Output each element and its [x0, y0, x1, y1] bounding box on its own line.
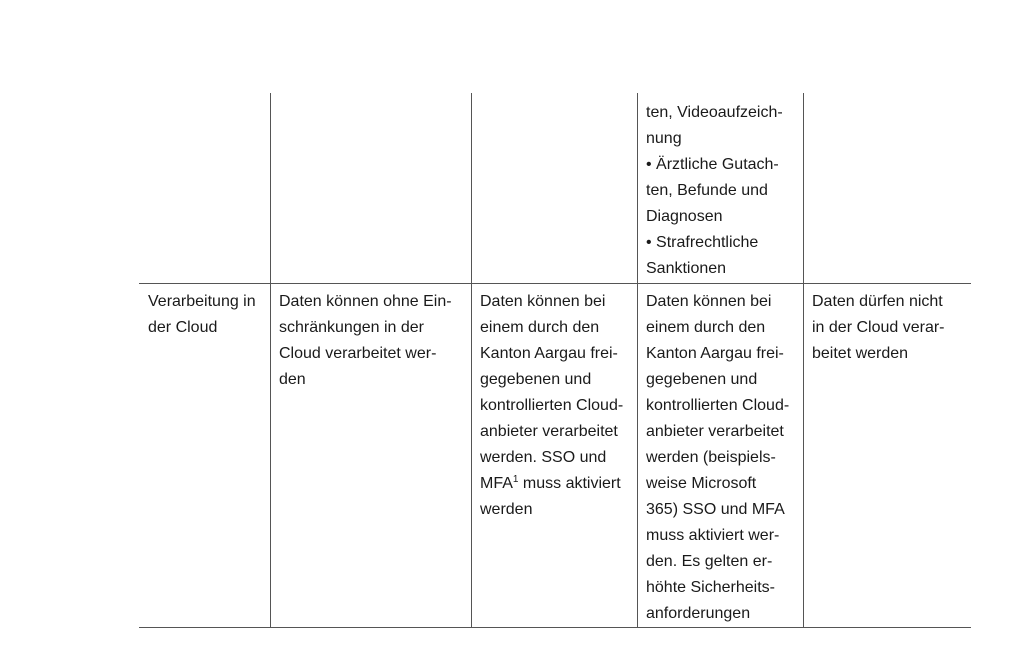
- column-divider-3: [637, 93, 638, 628]
- text-line: der Cloud: [148, 319, 218, 336]
- text-line: einem durch den: [646, 319, 766, 336]
- text-line: ten, Videoaufzeich-: [646, 104, 783, 121]
- text-line: Sanktionen: [646, 260, 727, 277]
- text-line: 365) SSO und MFA: [646, 501, 785, 518]
- text-line: Verarbeitung in: [148, 293, 256, 310]
- row-label-cell: [148, 289, 256, 341]
- text-line: Daten können bei: [480, 293, 606, 310]
- text-line: in der Cloud verar-: [812, 319, 945, 336]
- text-line: anbieter verarbeitet: [646, 423, 784, 440]
- text-line: muss aktiviert wer-: [646, 527, 780, 544]
- column-divider-4: [803, 93, 804, 628]
- cloud-row-col4-cell: [646, 289, 789, 627]
- column-divider-2: [471, 93, 472, 628]
- cloud-row-col5-cell: [812, 289, 945, 367]
- text-line: Daten können ohne Ein-: [279, 293, 452, 310]
- text-line: Daten dürfen nicht: [812, 293, 943, 310]
- text-line: • Strafrechtliche: [646, 234, 759, 251]
- text-line: höhte Sicherheits-: [646, 579, 775, 596]
- text-fragment: muss aktiviert: [518, 475, 621, 492]
- text-line: kontrollierten Cloud-: [646, 397, 790, 414]
- text-line-with-footnote: [480, 471, 623, 497]
- text-line: weise Microsoft: [646, 475, 757, 492]
- text-line: den: [279, 371, 306, 388]
- text-line: Cloud verarbeitet wer-: [279, 345, 437, 362]
- text-line: anbieter verarbeitet: [480, 423, 618, 440]
- text-line: • Ärztliche Gutach-: [646, 156, 779, 173]
- text-line: werden: [480, 501, 533, 518]
- column-divider-1: [270, 93, 271, 628]
- text-line: werden. SSO und: [480, 449, 607, 466]
- cloud-row-col2-cell: [279, 289, 452, 393]
- top-row-col4-cell: [646, 100, 783, 282]
- row-divider: [139, 283, 971, 284]
- text-line: Kanton Aargau frei-: [646, 345, 784, 362]
- text-line: gegebenen und: [480, 371, 592, 388]
- text-line: den. Es gelten er-: [646, 553, 773, 570]
- text-line: nung: [646, 130, 682, 147]
- table-bottom-border: [139, 627, 971, 628]
- text-line: Daten können bei: [646, 293, 772, 310]
- text-line: Kanton Aargau frei-: [480, 345, 618, 362]
- text-line: beitet werden: [812, 345, 909, 362]
- footnote-marker[interactable]: 1: [512, 474, 519, 485]
- text-line: anforderungen: [646, 605, 751, 622]
- text-line: schränkungen in der: [279, 319, 424, 336]
- mfa-term: MFA: [480, 475, 513, 492]
- text-line: kontrollierten Cloud-: [480, 397, 624, 414]
- text-line: Diagnosen: [646, 208, 723, 225]
- text-line: ten, Befunde und: [646, 182, 768, 199]
- text-line: einem durch den: [480, 319, 600, 336]
- text-line: werden (beispiels-: [646, 449, 776, 466]
- text-line: gegebenen und: [646, 371, 758, 388]
- cloud-row-col3-cell: [480, 289, 623, 523]
